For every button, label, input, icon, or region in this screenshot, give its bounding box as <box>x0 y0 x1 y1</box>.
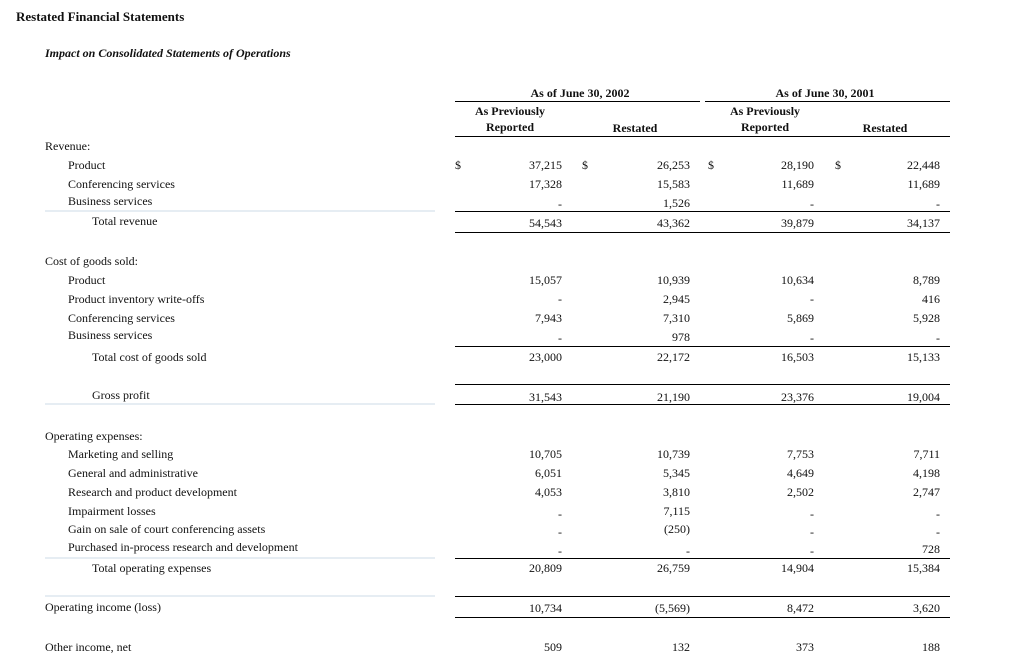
cell: 15,384 <box>907 561 940 575</box>
row-label: Total revenue <box>92 214 158 228</box>
row-label: Research and product development <box>68 485 237 499</box>
cell: - <box>558 197 562 211</box>
header-period-2001: As of June 30, 2001 <box>775 86 875 100</box>
cell: 3,810 <box>663 485 690 499</box>
cell: 15,583 <box>657 177 690 191</box>
cell: 10,939 <box>657 273 690 287</box>
cell: 11,689 <box>907 177 940 191</box>
cell: 2,502 <box>787 485 814 499</box>
row-label: Other income, net <box>45 640 132 654</box>
cell: - <box>558 544 562 558</box>
row-revenue-conferencing <box>0 177 1024 195</box>
cell: (5,569) <box>655 601 690 615</box>
cell: 5,869 <box>787 311 814 325</box>
cell: 373 <box>796 640 814 654</box>
cell: 31,543 <box>529 390 562 404</box>
cell: - <box>558 507 562 521</box>
cell: 15,057 <box>529 273 562 287</box>
cell: 26,253 <box>657 158 690 172</box>
header-2001-prev-line2: Reported <box>741 120 789 134</box>
cell: 8,472 <box>787 601 814 615</box>
cell: 14,904 <box>781 561 814 575</box>
cell: 3,620 <box>913 601 940 615</box>
row-label: Product inventory write-offs <box>68 292 205 306</box>
section-title: Impact on Consolidated Statements of Operations <box>45 46 291 60</box>
cell: - <box>810 544 814 558</box>
cell: 19,004 <box>907 390 940 404</box>
cell: - <box>936 331 940 345</box>
row-total-revenue <box>0 214 1024 232</box>
cell: 23,376 <box>781 390 814 404</box>
row-cogs-heading <box>0 254 1024 272</box>
row-gain-court-conferencing <box>0 522 1024 540</box>
cell: - <box>810 507 814 521</box>
cell: 17,328 <box>529 177 562 191</box>
row-cogs-product <box>0 273 1024 291</box>
cell: 7,711 <box>913 447 940 461</box>
cell: 15,133 <box>907 350 940 364</box>
cell: 6,051 <box>535 466 562 480</box>
cell: 20,809 <box>529 561 562 575</box>
row-other-income <box>0 640 1024 658</box>
cell: 4,053 <box>535 485 562 499</box>
cell: - <box>686 544 690 558</box>
cell: 11,689 <box>781 177 814 191</box>
cell: 5,345 <box>663 466 690 480</box>
row-label: Business services <box>68 328 153 342</box>
row-label: Conferencing services <box>68 311 175 325</box>
cell: 728 <box>922 542 940 556</box>
cell: - <box>810 525 814 539</box>
row-cogs-conferencing <box>0 311 1024 329</box>
row-purchased-inprocess-rd <box>0 540 1024 558</box>
dollar-sign: $ <box>455 158 461 172</box>
row-revenue-heading <box>0 139 1024 157</box>
row-label: Revenue: <box>45 139 91 153</box>
cell: 1,526 <box>663 196 690 210</box>
cell: - <box>810 292 814 306</box>
row-label: Purchased in-process research and development <box>68 540 298 554</box>
header-2002-prev-line2: Reported <box>486 120 534 134</box>
cell: 2,945 <box>663 292 690 306</box>
cell: 416 <box>922 292 940 306</box>
row-label: Total cost of goods sold <box>92 350 207 364</box>
cell: 4,649 <box>787 466 814 480</box>
cell: 16,503 <box>781 350 814 364</box>
row-label: Product <box>68 273 106 287</box>
row-operating-income <box>0 600 1024 618</box>
row-total-cogs <box>0 350 1024 368</box>
row-label: Product <box>68 158 106 172</box>
row-revenue-product <box>0 158 1024 176</box>
cell: 22,448 <box>907 158 940 172</box>
header-2002-prev <box>455 103 565 135</box>
cell: 10,739 <box>657 447 690 461</box>
cell: 10,734 <box>529 601 562 615</box>
row-label: Cost of goods sold: <box>45 254 139 268</box>
cell: 2,747 <box>913 485 940 499</box>
row-cogs-inventory-writeoffs <box>0 292 1024 310</box>
cell: 21,190 <box>657 390 690 404</box>
page-title: Restated Financial Statements <box>16 9 185 24</box>
row-label: Total operating expenses <box>92 561 212 575</box>
cell: 7,310 <box>663 311 690 325</box>
cell: 23,000 <box>529 350 562 364</box>
row-label: Impairment losses <box>68 504 156 518</box>
header-2001-prev <box>705 103 825 135</box>
cell: 4,198 <box>913 466 940 480</box>
row-total-opex <box>0 561 1024 579</box>
row-label: General and administrative <box>68 466 198 480</box>
cell: 188 <box>922 640 940 654</box>
dollar-sign: $ <box>708 158 714 172</box>
cell: - <box>936 507 940 521</box>
cell: 22,172 <box>657 350 690 364</box>
cell: 8,789 <box>913 273 940 287</box>
cell: 26,759 <box>657 561 690 575</box>
header-2002-prev-line1: As Previously <box>474 104 546 118</box>
row-general-admin <box>0 466 1024 484</box>
row-marketing-selling <box>0 447 1024 465</box>
dollar-sign: $ <box>835 158 841 172</box>
cell: 5,928 <box>913 311 940 325</box>
cell: 28,190 <box>781 158 814 172</box>
cell: 132 <box>672 640 690 654</box>
cell: 7,943 <box>535 311 562 325</box>
cell: 34,137 <box>907 216 940 230</box>
cell: 39,879 <box>781 216 814 230</box>
row-label: Business services <box>68 194 153 208</box>
dollar-sign: $ <box>582 158 588 172</box>
cell: - <box>810 331 814 345</box>
cell: 54,543 <box>529 216 562 230</box>
cell: - <box>558 525 562 539</box>
header-period-2002: As of June 30, 2002 <box>530 86 630 100</box>
cell: 43,362 <box>657 216 690 230</box>
row-cogs-business <box>0 328 1024 346</box>
row-label: Operating expenses: <box>45 429 143 443</box>
row-impairment <box>0 504 1024 522</box>
cell: 978 <box>672 330 690 344</box>
header-2001-restated: Restated <box>862 121 908 135</box>
row-label: Gain on sale of court conferencing assets <box>68 522 266 536</box>
row-research-dev <box>0 485 1024 503</box>
cell: - <box>558 331 562 345</box>
cell: 10,634 <box>781 273 814 287</box>
row-label: Operating income (loss) <box>45 600 161 614</box>
cell: 37,215 <box>529 158 562 172</box>
cell: (250) <box>664 522 690 536</box>
cell: 10,705 <box>529 447 562 461</box>
cell: 509 <box>544 640 562 654</box>
cell: 7,753 <box>787 447 814 461</box>
cell: - <box>936 525 940 539</box>
row-label: Conferencing services <box>68 177 175 191</box>
cell: - <box>810 197 814 211</box>
cell: - <box>936 197 940 211</box>
header-2001-prev-line1: As Previously <box>729 104 801 118</box>
cell: 7,115 <box>663 504 690 518</box>
row-label: Marketing and selling <box>68 447 174 461</box>
row-opex-heading <box>0 429 1024 447</box>
header-2002-restated: Restated <box>612 121 658 135</box>
cell: - <box>558 292 562 306</box>
row-label: Gross profit <box>92 388 150 402</box>
